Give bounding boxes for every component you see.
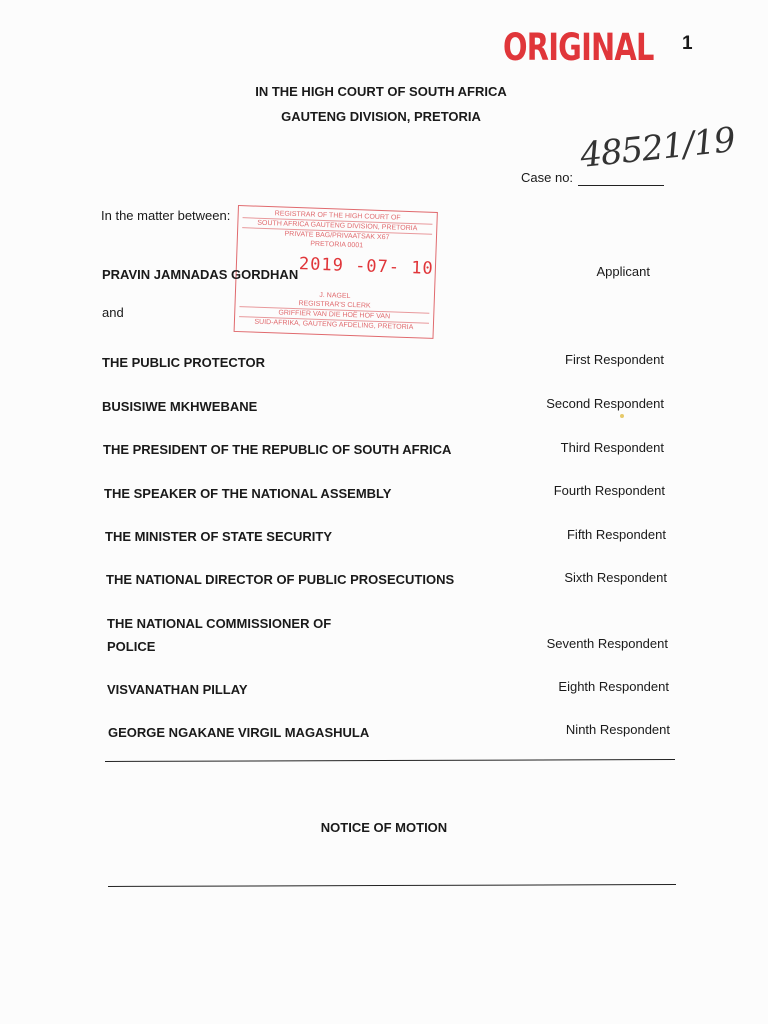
applicant-role: Applicant [596,264,650,279]
document-title: NOTICE OF MOTION [320,820,448,835]
page-number: 1 [682,33,693,54]
respondent-5-role: Fifth Respondent [566,527,666,542]
case-number-handwritten: 48521/19 [578,120,737,176]
registrar-stamp-line7: GRIFFIER VAN DIE HOË HOF VAN [239,307,429,324]
case-number-underline [578,185,664,186]
matter-between-label: In the matter between: [101,208,231,223]
respondent-2-role: Second Respondent [546,396,664,411]
respondent-2-name: BUSISIWE MKHWEBANE [102,399,258,414]
respondent-4-name: THE SPEAKER OF THE NATIONAL ASSEMBLY [104,486,392,501]
respondent-1-name: THE PUBLIC PROTECTOR [102,355,265,370]
respondent-3-name: THE PRESIDENT OF THE REPUBLIC OF SOUTH AFRICA [103,442,452,457]
registrar-stamp-line2: SOUTH AFRICA GAUTENG DIVISION, PRETORIA [242,218,432,235]
registrar-stamp-line5: J. NAGEL [319,291,351,300]
respondent-6-role: Sixth Respondent [564,570,667,585]
registrar-stamp-line8: SUID-AFRIKA, GAUTENG AFDELING, PRETORIA [254,318,414,332]
court-division: GAUTENG DIVISION, PRETORIA [281,109,481,124]
respondent-1-role: First Respondent [565,352,664,367]
case-number-label: Case no: [521,170,574,185]
divider-top [105,759,675,762]
respondent-5-name: THE MINISTER OF STATE SECURITY [105,529,333,544]
original-stamp: ORIGINAL [503,26,654,69]
applicant-name: PRAVIN JAMNADAS GORDHAN [102,267,299,282]
registrar-stamp-line6: REGISTRAR'S CLERK [239,297,429,314]
registrar-stamp-date: 2019 -07- 10 [298,254,435,279]
respondent-7-name-line1: THE NATIONAL COMMISSIONER OF [107,616,332,631]
registrar-stamp-line3: PRIVATE BAG/PRIVAATSAK X67 [284,230,390,242]
court-name: IN THE HIGH COURT OF SOUTH AFRICA [255,84,507,99]
registrar-stamp-line4: PRETORIA 0001 [310,240,364,250]
respondent-7-name-line2: POLICE [107,639,156,654]
and-label: and [102,305,124,320]
respondent-7-role: Seventh Respondent [546,636,668,651]
respondent-4-role: Fourth Respondent [553,483,665,498]
paper-speck [620,414,624,418]
respondent-6-name: THE NATIONAL DIRECTOR OF PUBLIC PROSECUTIONS [106,572,455,587]
divider-bottom [108,884,676,887]
registrar-stamp-line1: REGISTRAR OF THE HIGH COURT OF [243,208,433,225]
respondent-8-role: Eighth Respondent [558,679,669,694]
respondent-8-name: VISVANATHAN PILLAY [107,682,248,697]
respondent-3-role: Third Respondent [560,440,664,455]
respondent-9-name: GEORGE NGAKANE VIRGIL MAGASHULA [108,725,370,740]
respondent-9-role: Ninth Respondent [565,722,670,737]
